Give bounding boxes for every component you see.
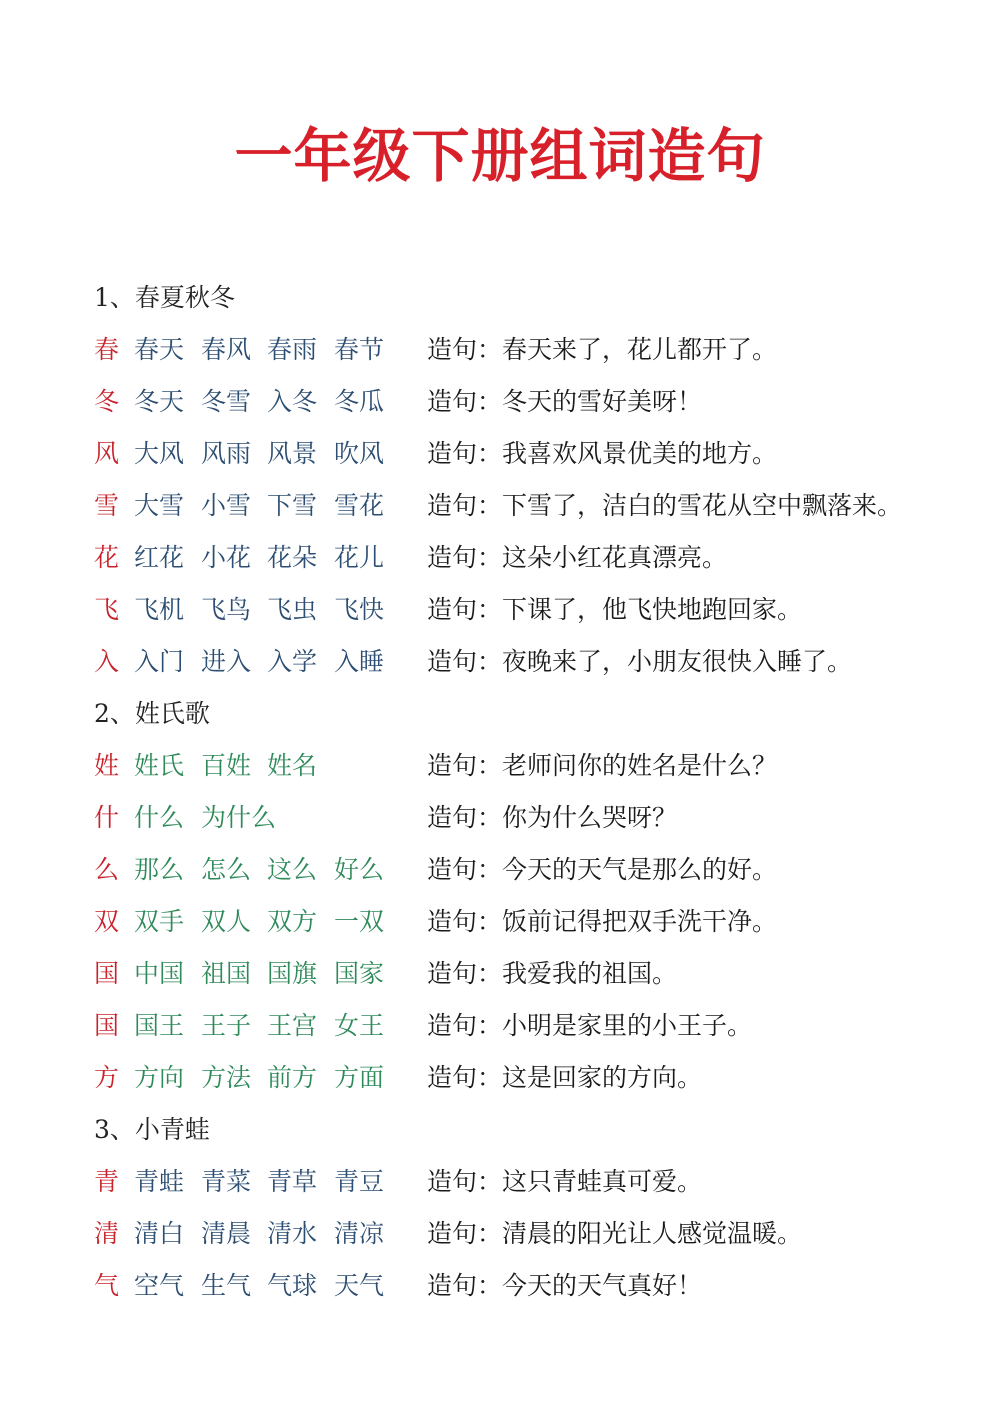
word: 冬雪 — [201, 387, 252, 416]
sentence-label: 造句： — [427, 1011, 503, 1040]
word: 飞快 — [334, 595, 385, 624]
sentence-text: 老师问你的姓名是什么？ — [502, 751, 778, 780]
word: 王宫 — [267, 1011, 318, 1040]
sentence-text: 小明是家里的小王子。 — [502, 1011, 753, 1040]
key-character: 飞 — [94, 595, 120, 624]
key-character: 双 — [94, 907, 120, 936]
word-row — [94, 636, 974, 688]
word: 好么 — [334, 855, 385, 884]
word: 冬天 — [134, 387, 185, 416]
word: 大雪 — [134, 491, 185, 520]
word-row — [94, 1000, 974, 1052]
word: 这么 — [267, 855, 318, 884]
sentence-label: 造句： — [427, 959, 503, 988]
sentence-label: 造句： — [427, 751, 503, 780]
word: 花儿 — [334, 543, 385, 572]
sentence-text: 这只青蛙真可爱。 — [502, 1167, 703, 1196]
word: 双方 — [267, 907, 318, 936]
example-sentence — [427, 636, 852, 688]
worksheet-content — [94, 272, 974, 1312]
example-sentence — [427, 792, 677, 844]
sentence-label: 造句： — [427, 595, 503, 624]
word-row — [94, 948, 974, 1000]
word: 清凉 — [334, 1219, 385, 1248]
sentence-text: 今天的天气真好！ — [502, 1271, 703, 1300]
word: 祖国 — [201, 959, 252, 988]
word: 方法 — [201, 1063, 252, 1092]
key-character: 什 — [94, 803, 120, 832]
word-row — [94, 1156, 974, 1208]
sentence-text: 这是回家的方向。 — [502, 1063, 703, 1092]
key-character: 入 — [94, 647, 120, 676]
word: 入学 — [267, 647, 318, 676]
word-row — [94, 584, 974, 636]
word: 国旗 — [267, 959, 318, 988]
key-character: 国 — [94, 959, 120, 988]
sentence-label: 造句： — [427, 647, 503, 676]
sentence-text: 冬天的雪好美呀！ — [502, 387, 703, 416]
key-character: 花 — [94, 543, 120, 572]
word: 入睡 — [334, 647, 385, 676]
word: 下雪 — [267, 491, 318, 520]
word: 小雪 — [201, 491, 252, 520]
sentence-text: 我爱我的祖国。 — [502, 959, 678, 988]
example-sentence — [427, 1156, 702, 1208]
sentence-label: 造句： — [427, 1167, 503, 1196]
key-character: 雪 — [94, 491, 120, 520]
word: 清白 — [134, 1219, 185, 1248]
example-sentence — [427, 1052, 702, 1104]
example-sentence — [427, 532, 727, 584]
word: 吹风 — [334, 439, 385, 468]
example-sentence — [427, 896, 777, 948]
word: 大风 — [134, 439, 185, 468]
word: 春雨 — [267, 335, 318, 364]
sentence-label: 造句： — [427, 907, 503, 936]
word: 青菜 — [201, 1167, 252, 1196]
word: 春风 — [201, 335, 252, 364]
key-character: 么 — [94, 855, 120, 884]
word-row — [94, 792, 974, 844]
example-sentence — [427, 740, 777, 792]
word: 飞机 — [134, 595, 185, 624]
word: 为什么 — [201, 803, 277, 832]
example-sentence — [427, 324, 777, 376]
key-character: 姓 — [94, 751, 120, 780]
sentence-label: 造句： — [427, 803, 503, 832]
key-character: 气 — [94, 1271, 120, 1300]
word: 春节 — [334, 335, 385, 364]
word: 前方 — [267, 1063, 318, 1092]
word: 双手 — [134, 907, 185, 936]
word-row — [94, 324, 974, 376]
sentence-label: 造句： — [427, 1063, 503, 1092]
word-row — [94, 428, 974, 480]
sentence-text: 夜晚来了，小朋友很快入睡了。 — [502, 647, 853, 676]
word: 女王 — [334, 1011, 385, 1040]
key-character: 风 — [94, 439, 120, 468]
word: 方向 — [134, 1063, 185, 1092]
word: 青豆 — [334, 1167, 385, 1196]
example-sentence — [427, 1000, 752, 1052]
word: 雪花 — [334, 491, 385, 520]
sentence-text: 这朵小红花真漂亮。 — [502, 543, 728, 572]
word: 清晨 — [201, 1219, 252, 1248]
word: 清水 — [267, 1219, 318, 1248]
word: 小花 — [201, 543, 252, 572]
section-heading: 2、姓氏歌 — [94, 699, 210, 728]
word-row — [94, 740, 974, 792]
word-row — [94, 532, 974, 584]
sentence-text: 清晨的阳光让人感觉温暖。 — [502, 1219, 803, 1248]
example-sentence — [427, 948, 677, 1000]
word: 方面 — [334, 1063, 385, 1092]
word: 风雨 — [201, 439, 252, 468]
word: 空气 — [134, 1271, 185, 1300]
word-row — [94, 1260, 974, 1312]
word: 气球 — [267, 1271, 318, 1300]
sentence-text: 今天的天气是那么的好。 — [502, 855, 778, 884]
sentence-text: 我喜欢风景优美的地方。 — [502, 439, 778, 468]
sentence-label: 造句： — [427, 491, 503, 520]
word-row — [94, 480, 974, 532]
word: 青蛙 — [134, 1167, 185, 1196]
word: 飞虫 — [267, 595, 318, 624]
word: 风景 — [267, 439, 318, 468]
example-sentence — [427, 584, 802, 636]
word: 王子 — [201, 1011, 252, 1040]
key-character: 方 — [94, 1063, 120, 1092]
word: 一双 — [334, 907, 385, 936]
sentence-text: 下雪了，洁白的雪花从空中飘落来。 — [502, 491, 903, 520]
word: 怎么 — [201, 855, 252, 884]
section-heading: 3、小青蛙 — [94, 1115, 210, 1144]
page-title: 一年级下册组词造句 — [234, 122, 766, 190]
sentence-label: 造句： — [427, 855, 503, 884]
word-row — [94, 896, 974, 948]
word: 花朵 — [267, 543, 318, 572]
word: 进入 — [201, 647, 252, 676]
word: 国家 — [334, 959, 385, 988]
word-row — [94, 376, 974, 428]
example-sentence — [427, 480, 902, 532]
sentence-text: 下课了，他飞快地跑回家。 — [502, 595, 803, 624]
word: 入门 — [134, 647, 185, 676]
word-row — [94, 844, 974, 896]
word: 姓氏 — [134, 751, 185, 780]
sentence-label: 造句： — [427, 387, 503, 416]
word: 天气 — [334, 1271, 385, 1300]
sentence-text: 春天来了，花儿都开了。 — [502, 335, 778, 364]
word: 姓名 — [267, 751, 318, 780]
word: 冬瓜 — [334, 387, 385, 416]
sentence-label: 造句： — [427, 1219, 503, 1248]
word-row — [94, 1208, 974, 1260]
word: 什么 — [134, 803, 185, 832]
word: 那么 — [134, 855, 185, 884]
word-row — [94, 1052, 974, 1104]
example-sentence — [427, 376, 702, 428]
sentence-label: 造句： — [427, 543, 503, 572]
sentence-label: 造句： — [427, 1271, 503, 1300]
key-character: 清 — [94, 1219, 120, 1248]
example-sentence — [427, 844, 777, 896]
word: 国王 — [134, 1011, 185, 1040]
word: 青草 — [267, 1167, 318, 1196]
key-character: 青 — [94, 1167, 120, 1196]
section-heading: 1、春夏秋冬 — [94, 283, 235, 312]
key-character: 春 — [94, 335, 120, 364]
sentence-label: 造句： — [427, 439, 503, 468]
sentence-label: 造句： — [427, 335, 503, 364]
key-character: 冬 — [94, 387, 120, 416]
example-sentence — [427, 1260, 702, 1312]
sentence-text: 你为什么哭呀？ — [502, 803, 678, 832]
word: 入冬 — [267, 387, 318, 416]
sentence-text: 饭前记得把双手洗干净。 — [502, 907, 778, 936]
word: 生气 — [201, 1271, 252, 1300]
word: 飞鸟 — [201, 595, 252, 624]
key-character: 国 — [94, 1011, 120, 1040]
example-sentence — [427, 428, 777, 480]
word: 双人 — [201, 907, 252, 936]
word: 春天 — [134, 335, 185, 364]
word: 红花 — [134, 543, 185, 572]
word: 百姓 — [201, 751, 252, 780]
example-sentence — [427, 1208, 802, 1260]
word: 中国 — [134, 959, 185, 988]
